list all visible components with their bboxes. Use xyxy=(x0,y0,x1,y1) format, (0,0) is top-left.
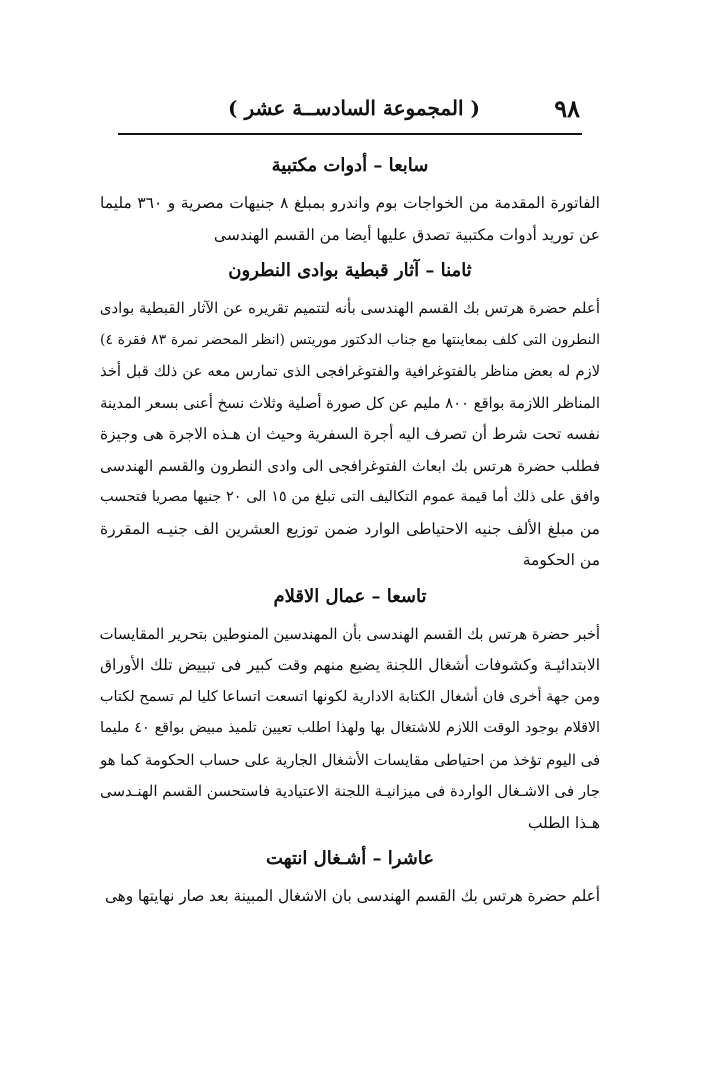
section-heading-completed-works: عاشرا – أشـغال انتهت xyxy=(265,848,435,869)
text-line: أخبر حضرة هرتس بك القسم الهندسى بأن المهندسين المنوطين بتحرير المقايسات xyxy=(99,625,600,643)
text-line: وافق على ذلك أما قيمة عموم التكاليف التى تبلغ من ١٥ الى ٢٠ جنيها مصريا فتحسب xyxy=(100,489,600,505)
section-heading-office-supplies: سابعا – أدوات مكتبية xyxy=(271,155,429,176)
text-line: عن توريد أدوات مكتبية تصدق عليها أيضا من القسم الهندسى xyxy=(213,225,600,244)
paragraph-coptic-antiquities xyxy=(100,293,600,577)
section-heading-clerical-staff: تاسعا – عمال الاقلام xyxy=(273,585,427,607)
text-line: فى اليوم تؤخذ من احتياطى مقايسات الأشغال الجارية على حساب الحكومة كما هو xyxy=(100,751,600,769)
text-line: المناظر اللازمة بواقع ٨٠٠ مليم عن كل صورة أصلية وثلاث نسخ أعنى بسعر المدينة xyxy=(99,394,600,412)
page-number: ٩٨ xyxy=(554,94,580,123)
text-line: الابتدائيـة وكشوفات أشغال اللجنة يضيع منهم وقت كبير فى تبييض تلك الأوراق xyxy=(100,656,600,674)
text-line: لازم له بعض مناظر بالفتوغرافية والفتوغرافجى الذى تمارس معه عن ذلك قبل أخذ xyxy=(100,363,600,380)
text-line: جار فى الاشـغال الواردة فى ميزانيـة اللجنة الاعتيادية فاستحسن القسم الهنـدسى xyxy=(100,782,600,800)
page-header xyxy=(120,90,580,130)
paragraph-office-supplies xyxy=(100,188,600,251)
paragraph-completed-works xyxy=(100,881,600,913)
text-line: هـذا الطلب xyxy=(527,813,600,832)
running-title: ( المجموعة السادســة عشر ) xyxy=(228,96,480,120)
section-heading-coptic-antiquities: ثامنا – آثار قبطية بوادى النطرون xyxy=(228,260,472,281)
text-line: النطرون التى كلف بمعاينتها مع جناب الدكتور موريتس (انظر المحضر نمرة ٨٣ فقرة ٤) xyxy=(100,331,600,348)
text-line: أعلم حضرة هرتس بك القسم الهندسى بان الاشغال المبينة بعد صار نهايتها وهى xyxy=(104,887,600,905)
text-line: ومن جهة أخرى فان أشغال الكتابة الادارية لكونها اتسعت اتساعا كليا لم تسمح لكتاب xyxy=(99,688,600,705)
page-body xyxy=(100,150,600,919)
text-line: من الحكومة xyxy=(522,551,600,569)
text-line: الفاتورة المقدمة من الخواجات بوم واندرو بمبلغ ٨ جنيهات مصرية و ٣٦٠ مليما xyxy=(100,194,600,212)
text-line: من مبلغ الألف جنيه الاحتياطى الوارد ضمن توزيع العشرين الف جنيـه المقررة xyxy=(100,519,600,538)
text-line: الاقلام بوجود الوقت اللازم للاشتغال بها ولهذا اطلب تعيين تلميذ مبيض بواقع ٤٠ مليما xyxy=(100,720,600,736)
text-line: نفسه تحت شرط أن تصرف اليه أجرة السفرية وحيث ان هـذه الاجرة هى وجيزة xyxy=(100,425,600,443)
header-divider xyxy=(118,133,582,135)
text-line: فطلب حضرة هرتس بك ابعاث الفتوغرافجى الى وادى النطرون والقسم الهندسى xyxy=(100,456,600,475)
text-line: أعلم حضرة هرتس بك القسم الهندسى بأنه لتتميم تقريره عن الآثار القبطية بوادى xyxy=(99,299,600,317)
paragraph-clerical-staff xyxy=(100,619,600,840)
